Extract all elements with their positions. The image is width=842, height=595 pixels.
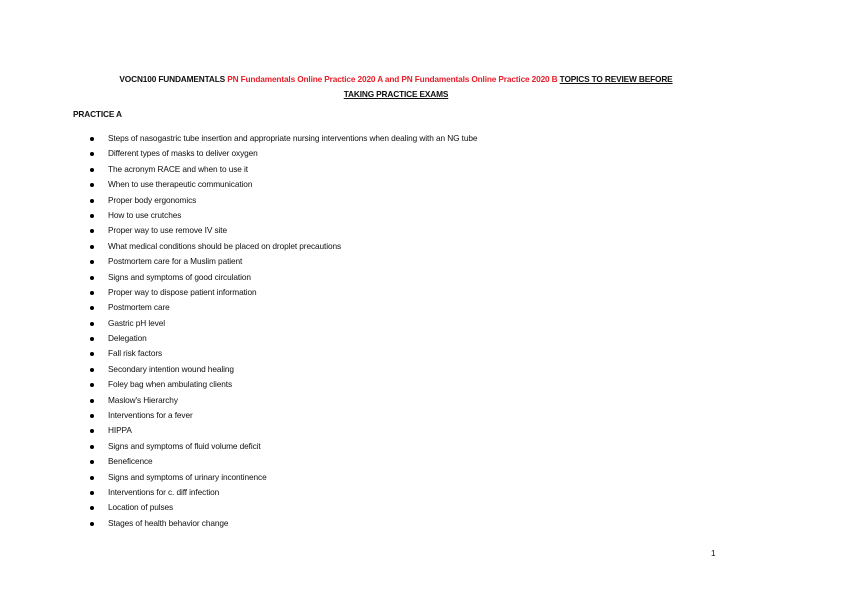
bullet-icon (90, 276, 94, 280)
list-item-text: Postmortem care for a Muslim patient (108, 256, 243, 267)
list-item (88, 470, 477, 485)
list-item (88, 254, 477, 269)
list-item-text: Different types of masks to deliver oxygen (108, 148, 258, 159)
section-title: PRACTICE A (73, 109, 122, 119)
bullet-icon (90, 183, 94, 187)
list-item (88, 331, 477, 346)
list-item-text: Signs and symptoms of good circulation (108, 271, 251, 282)
list-item (88, 316, 477, 331)
list-item-text: Beneficence (108, 456, 153, 467)
list-item-text: Interventions for a fever (108, 410, 193, 421)
bullet-icon (90, 337, 94, 341)
list-item-text: Fall risk factors (108, 348, 163, 359)
bullet-icon (90, 168, 94, 172)
exam-names: PN Fundamentals Online Practice 2020 A and PN Fundamentals Online Practice 2020 B (227, 74, 558, 84)
course-name: VOCN100 FUNDAMENTALS (119, 74, 226, 84)
list-item (88, 131, 477, 146)
list-item-text: When to use therapeutic communication (108, 179, 253, 190)
list-item (88, 208, 477, 223)
list-item (88, 162, 477, 177)
list-item-text: Maslow's Hierarchy (108, 394, 178, 405)
bullet-icon (90, 291, 94, 295)
list-item-text: Postmortem care (108, 302, 170, 313)
topics-heading-line2: TAKING PRACTICE EXAMS (343, 89, 449, 99)
topics-heading-line1: TOPICS TO REVIEW BEFORE (559, 74, 673, 84)
list-item (88, 454, 477, 469)
list-item (88, 239, 477, 254)
bullet-icon (90, 506, 94, 510)
list-item-text: How to use crutches (108, 209, 182, 220)
list-item (88, 393, 477, 408)
bullet-icon (90, 229, 94, 233)
bullet-icon (90, 260, 94, 264)
page-number: 1 (711, 548, 716, 558)
list-item (88, 346, 477, 361)
bullet-icon (90, 199, 94, 203)
list-item-text: The acronym RACE and when to use it (108, 163, 248, 174)
bullet-icon (90, 476, 94, 480)
bullet-icon (90, 460, 94, 464)
list-item-text: Gastric pH level (108, 317, 165, 328)
list-item (88, 177, 477, 192)
list-item (88, 377, 477, 392)
list-item (88, 146, 477, 161)
bullet-icon (90, 352, 94, 356)
list-item (88, 362, 477, 377)
bullet-icon (90, 445, 94, 449)
list-item-text: What medical conditions should be placed on droplet precautions (108, 240, 342, 251)
list-item-text: Stages of health behavior change (108, 517, 229, 528)
list-item-text: Interventions for c. diff infection (108, 486, 220, 497)
list-item (88, 300, 477, 315)
list-item-text: Signs and symptoms of fluid volume deficit (108, 440, 261, 451)
bullet-icon (90, 399, 94, 403)
list-item-text: HIPPA (108, 425, 132, 436)
bullet-icon (90, 429, 94, 433)
list-item-text: Proper way to dispose patient information (108, 286, 257, 297)
list-item (88, 439, 477, 454)
list-item-text: Proper way to use remove IV site (108, 225, 228, 236)
list-item (88, 423, 477, 438)
list-item-text: Steps of nasogastric tube insertion and appropriate nursing interventions when dealing with an NG tube (108, 133, 478, 143)
list-item (88, 500, 477, 515)
bullet-icon (90, 414, 94, 418)
bullet-icon (90, 214, 94, 218)
bullet-icon (90, 245, 94, 249)
list-item (88, 408, 477, 423)
list-item (88, 270, 477, 285)
bullet-icon (90, 383, 94, 387)
bullet-icon (90, 368, 94, 372)
list-item-text: Delegation (108, 333, 147, 344)
bullet-icon (90, 152, 94, 156)
bullet-icon (90, 137, 94, 141)
list-item (88, 485, 477, 500)
list-item-text: Location of pulses (108, 502, 174, 513)
bullet-icon (90, 491, 94, 495)
document-title (60, 72, 732, 102)
list-item-text: Proper body ergonomics (108, 194, 197, 205)
list-item (88, 516, 477, 531)
bullet-icon (90, 522, 94, 526)
list-item (88, 285, 477, 300)
topic-list (88, 131, 477, 531)
bullet-icon (90, 322, 94, 326)
list-item-text: Secondary intention wound healing (108, 363, 234, 374)
bullet-icon (90, 306, 94, 310)
list-item (88, 223, 477, 238)
list-item-text: Signs and symptoms of urinary incontinence (108, 471, 267, 482)
list-item (88, 193, 477, 208)
list-item-text: Foley bag when ambulating clients (108, 379, 232, 390)
